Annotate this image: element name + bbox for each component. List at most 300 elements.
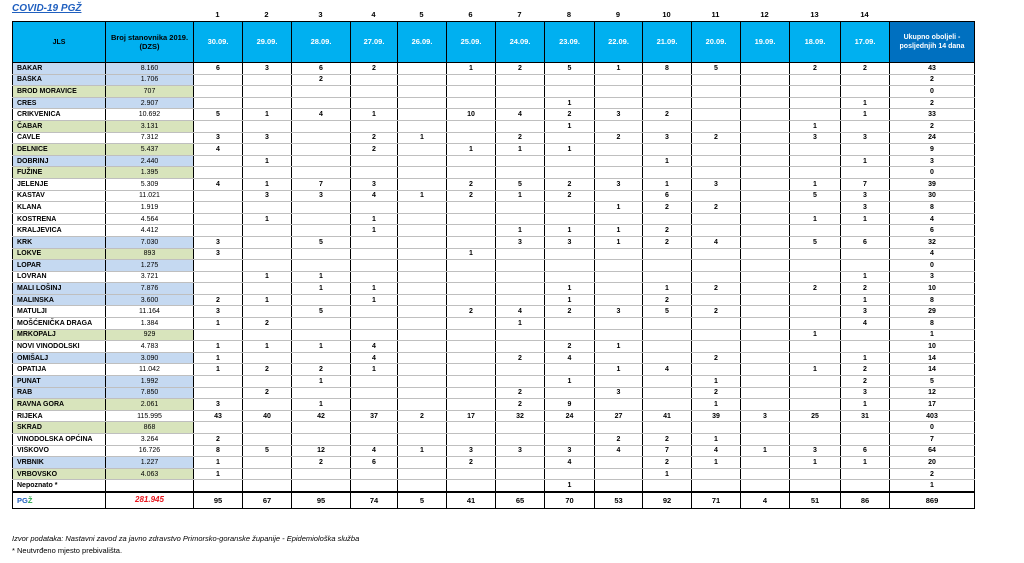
case-count-cell xyxy=(741,120,790,132)
case-count-cell xyxy=(351,86,398,98)
case-count-cell xyxy=(790,86,841,98)
table-row xyxy=(13,144,975,156)
case-count-cell xyxy=(243,352,292,364)
case-count-cell: 1 xyxy=(790,457,841,469)
case-count-cell xyxy=(790,352,841,364)
row-total-cell: 43 xyxy=(890,63,975,75)
case-count-cell: 2 xyxy=(243,387,292,399)
case-count-cell xyxy=(790,225,841,237)
case-count-cell xyxy=(447,283,496,295)
case-count-cell xyxy=(351,480,398,492)
row-total-cell: 0 xyxy=(890,260,975,272)
case-count-cell: 1 xyxy=(545,120,595,132)
case-count-cell: 1 xyxy=(841,294,890,306)
case-count-cell: 3 xyxy=(595,109,643,121)
table-row xyxy=(13,422,975,434)
case-count-cell xyxy=(595,271,643,283)
case-count-cell xyxy=(496,155,545,167)
population-cell: 4.063 xyxy=(106,468,194,480)
row-total-cell: 8 xyxy=(890,202,975,214)
case-count-cell xyxy=(643,120,692,132)
case-count-cell: 5 xyxy=(643,306,692,318)
case-count-cell: 1 xyxy=(595,236,643,248)
case-count-cell: 12 xyxy=(292,445,351,457)
case-count-cell xyxy=(790,399,841,411)
case-count-cell: 3 xyxy=(790,132,841,144)
case-count-cell: 2 xyxy=(692,352,741,364)
case-count-cell: 6 xyxy=(351,457,398,469)
case-count-cell xyxy=(496,434,545,446)
case-count-cell: 2 xyxy=(351,63,398,75)
case-count-cell xyxy=(790,271,841,283)
case-count-cell: 1 xyxy=(243,155,292,167)
municipality-name: NOVI VINODOLSKI xyxy=(13,341,106,353)
row-total-cell: 10 xyxy=(890,341,975,353)
case-count-cell: 3 xyxy=(595,306,643,318)
column-number: 3 xyxy=(318,10,323,19)
case-count-cell: 1 xyxy=(351,109,398,121)
case-count-cell xyxy=(351,329,398,341)
header-date: 26.09. xyxy=(398,22,447,63)
case-count-cell xyxy=(496,213,545,225)
case-count-cell: 2 xyxy=(292,457,351,469)
case-count-cell: 1 xyxy=(496,318,545,330)
case-count-cell: 4 xyxy=(545,352,595,364)
case-count-cell: 1 xyxy=(496,225,545,237)
day-total-cell: 86 xyxy=(841,492,890,509)
case-count-cell xyxy=(545,213,595,225)
header-date: 23.09. xyxy=(545,22,595,63)
case-count-cell: 7 xyxy=(292,178,351,190)
case-count-cell xyxy=(643,399,692,411)
row-total-cell: 2 xyxy=(890,74,975,86)
table-row xyxy=(13,306,975,318)
population-cell: 1.992 xyxy=(106,376,194,388)
case-count-cell: 27 xyxy=(595,410,643,422)
case-count-cell xyxy=(790,422,841,434)
case-count-cell xyxy=(595,457,643,469)
case-count-cell: 4 xyxy=(692,445,741,457)
day-total-cell: 71 xyxy=(692,492,741,509)
case-count-cell xyxy=(545,155,595,167)
case-count-cell xyxy=(790,97,841,109)
population-cell: 1.395 xyxy=(106,167,194,179)
row-total-cell: 12 xyxy=(890,387,975,399)
case-count-cell xyxy=(351,376,398,388)
municipality-name: RAVNA GORA xyxy=(13,399,106,411)
case-count-cell: 4 xyxy=(351,445,398,457)
page-title: COVID-19 PGŽ xyxy=(12,3,82,14)
population-cell: 4.783 xyxy=(106,341,194,353)
case-count-cell xyxy=(292,352,351,364)
row-total-cell: 30 xyxy=(890,190,975,202)
case-count-cell xyxy=(351,468,398,480)
case-count-cell xyxy=(243,120,292,132)
municipality-name: KLANA xyxy=(13,202,106,214)
case-count-cell: 2 xyxy=(496,132,545,144)
case-count-cell xyxy=(292,120,351,132)
case-count-cell xyxy=(496,120,545,132)
case-count-cell xyxy=(545,167,595,179)
case-count-cell: 1 xyxy=(595,364,643,376)
case-count-cell xyxy=(545,318,595,330)
case-count-cell xyxy=(447,155,496,167)
case-count-cell xyxy=(741,260,790,272)
case-count-cell: 1 xyxy=(545,97,595,109)
case-count-cell: 2 xyxy=(790,63,841,75)
population-cell: 929 xyxy=(106,329,194,341)
population-cell: 1.919 xyxy=(106,202,194,214)
case-count-cell xyxy=(447,422,496,434)
case-count-cell: 2 xyxy=(643,457,692,469)
table-row xyxy=(13,63,975,75)
case-count-cell: 2 xyxy=(351,144,398,156)
case-count-cell: 3 xyxy=(194,132,243,144)
header-date: 18.09. xyxy=(790,22,841,63)
case-count-cell: 4 xyxy=(351,190,398,202)
case-count-cell xyxy=(243,399,292,411)
case-count-cell xyxy=(545,132,595,144)
case-count-cell: 1 xyxy=(496,144,545,156)
case-count-cell xyxy=(351,202,398,214)
case-count-cell xyxy=(496,248,545,260)
population-cell: 2.440 xyxy=(106,155,194,167)
case-count-cell: 1 xyxy=(595,63,643,75)
row-total-cell: 0 xyxy=(890,422,975,434)
case-count-cell xyxy=(496,294,545,306)
case-count-cell: 1 xyxy=(692,457,741,469)
row-total-cell: 39 xyxy=(890,178,975,190)
case-count-cell: 2 xyxy=(692,387,741,399)
case-count-cell: 5 xyxy=(790,190,841,202)
case-count-cell: 3 xyxy=(595,178,643,190)
case-count-cell xyxy=(841,144,890,156)
table-row xyxy=(13,283,975,295)
case-count-cell xyxy=(595,167,643,179)
case-count-cell xyxy=(447,132,496,144)
case-count-cell: 2 xyxy=(545,306,595,318)
case-count-cell: 6 xyxy=(292,63,351,75)
case-count-cell: 6 xyxy=(841,445,890,457)
case-count-cell: 1 xyxy=(243,294,292,306)
table-row xyxy=(13,86,975,98)
case-count-cell xyxy=(351,399,398,411)
case-count-cell xyxy=(545,364,595,376)
case-count-cell: 1 xyxy=(447,63,496,75)
case-count-cell: 1 xyxy=(351,364,398,376)
case-count-cell xyxy=(741,213,790,225)
case-count-cell xyxy=(243,457,292,469)
case-count-cell xyxy=(398,144,447,156)
row-total-cell: 14 xyxy=(890,364,975,376)
case-count-cell xyxy=(496,271,545,283)
case-count-cell xyxy=(292,132,351,144)
case-count-cell: 1 xyxy=(447,248,496,260)
table-row xyxy=(13,410,975,422)
case-count-cell: 4 xyxy=(692,236,741,248)
header-date: 25.09. xyxy=(447,22,496,63)
case-count-cell xyxy=(398,260,447,272)
row-total-cell: 1 xyxy=(890,480,975,492)
header-date: 28.09. xyxy=(292,22,351,63)
case-count-cell xyxy=(790,376,841,388)
case-count-cell: 1 xyxy=(351,283,398,295)
municipality-name: SKRAD xyxy=(13,422,106,434)
population-cell: 7.030 xyxy=(106,236,194,248)
row-total-cell: 6 xyxy=(890,225,975,237)
case-count-cell: 4 xyxy=(595,445,643,457)
header-total: Ukupno oboljeli - posljednjih 14 dana xyxy=(890,22,975,63)
case-count-cell: 3 xyxy=(194,236,243,248)
case-count-cell: 1 xyxy=(841,271,890,283)
case-count-cell: 2 xyxy=(841,63,890,75)
case-count-cell xyxy=(496,202,545,214)
case-count-cell xyxy=(790,248,841,260)
case-count-cell: 1 xyxy=(194,457,243,469)
case-count-cell xyxy=(292,155,351,167)
case-count-cell xyxy=(398,248,447,260)
column-number: 8 xyxy=(566,10,572,19)
case-count-cell xyxy=(741,97,790,109)
case-count-cell xyxy=(841,260,890,272)
municipality-name: CRES xyxy=(13,97,106,109)
municipality-name: MRKOPALJ xyxy=(13,329,106,341)
case-count-cell: 3 xyxy=(194,306,243,318)
case-count-cell xyxy=(790,294,841,306)
case-count-cell xyxy=(643,329,692,341)
case-count-cell: 2 xyxy=(643,294,692,306)
case-count-cell xyxy=(398,236,447,248)
case-count-cell xyxy=(790,202,841,214)
case-count-cell xyxy=(595,376,643,388)
case-count-cell xyxy=(292,225,351,237)
case-count-cell xyxy=(351,260,398,272)
case-count-cell: 2 xyxy=(292,364,351,376)
case-count-cell: 2 xyxy=(496,387,545,399)
municipality-name: VRBNIK xyxy=(13,457,106,469)
case-count-cell: 1 xyxy=(545,144,595,156)
case-count-cell: 3 xyxy=(841,190,890,202)
case-count-cell: 1 xyxy=(545,376,595,388)
day-total-cell: 67 xyxy=(243,492,292,509)
day-total-cell: 4 xyxy=(741,492,790,509)
case-count-cell xyxy=(741,387,790,399)
table-row xyxy=(13,97,975,109)
case-count-cell xyxy=(841,329,890,341)
case-count-cell xyxy=(692,190,741,202)
case-count-cell: 2 xyxy=(643,109,692,121)
column-number: 1 xyxy=(215,10,220,19)
case-count-cell xyxy=(243,306,292,318)
population-cell: 3.131 xyxy=(106,120,194,132)
case-count-cell: 1 xyxy=(545,480,595,492)
case-count-cell: 5 xyxy=(194,109,243,121)
case-count-cell xyxy=(194,480,243,492)
case-count-cell xyxy=(595,213,643,225)
case-count-cell: 40 xyxy=(243,410,292,422)
case-count-cell xyxy=(692,225,741,237)
case-count-cell xyxy=(545,329,595,341)
case-count-cell xyxy=(643,213,692,225)
case-count-cell xyxy=(447,86,496,98)
case-count-cell xyxy=(595,155,643,167)
case-count-cell: 1 xyxy=(351,225,398,237)
case-count-cell xyxy=(398,97,447,109)
day-total-cell: 92 xyxy=(643,492,692,509)
case-count-cell: 3 xyxy=(292,190,351,202)
case-count-cell xyxy=(194,74,243,86)
case-count-cell xyxy=(545,434,595,446)
case-count-cell: 2 xyxy=(496,399,545,411)
case-count-cell: 3 xyxy=(243,63,292,75)
case-count-cell xyxy=(741,376,790,388)
table-row xyxy=(13,387,975,399)
case-count-cell xyxy=(790,387,841,399)
case-count-cell xyxy=(643,318,692,330)
municipality-name: BAŠKA xyxy=(13,74,106,86)
row-total-cell: 8 xyxy=(890,294,975,306)
case-count-cell xyxy=(243,144,292,156)
case-count-cell xyxy=(243,422,292,434)
case-count-cell xyxy=(398,202,447,214)
case-count-cell xyxy=(194,167,243,179)
day-total-cell: 51 xyxy=(790,492,841,509)
case-count-cell: 6 xyxy=(841,236,890,248)
case-count-cell xyxy=(496,260,545,272)
column-number: 2 xyxy=(264,10,269,19)
case-count-cell xyxy=(292,248,351,260)
case-count-cell xyxy=(351,74,398,86)
case-count-cell: 1 xyxy=(194,364,243,376)
case-count-cell xyxy=(692,271,741,283)
row-total-cell: 20 xyxy=(890,457,975,469)
case-count-cell xyxy=(545,248,595,260)
case-count-cell xyxy=(496,341,545,353)
row-total-cell: 1 xyxy=(890,329,975,341)
case-count-cell: 1 xyxy=(643,283,692,295)
case-count-cell: 1 xyxy=(790,213,841,225)
case-count-cell: 2 xyxy=(447,306,496,318)
case-count-cell xyxy=(351,248,398,260)
municipality-name: KRALJEVICA xyxy=(13,225,106,237)
case-count-cell xyxy=(292,86,351,98)
case-count-cell xyxy=(398,434,447,446)
case-count-cell xyxy=(447,341,496,353)
municipality-name: RIJEKA xyxy=(13,410,106,422)
municipality-name: FUŽINE xyxy=(13,167,106,179)
case-count-cell xyxy=(243,468,292,480)
municipality-name: OMIŠALJ xyxy=(13,352,106,364)
table-row xyxy=(13,167,975,179)
population-cell: 7.312 xyxy=(106,132,194,144)
case-count-cell xyxy=(292,294,351,306)
case-count-cell: 3 xyxy=(447,445,496,457)
case-count-cell xyxy=(292,213,351,225)
case-count-cell xyxy=(447,434,496,446)
case-count-cell: 5 xyxy=(692,63,741,75)
case-count-cell: 2 xyxy=(243,318,292,330)
case-count-cell xyxy=(545,74,595,86)
case-count-cell xyxy=(194,190,243,202)
case-count-cell xyxy=(243,434,292,446)
municipality-name: RAB xyxy=(13,387,106,399)
case-count-cell xyxy=(194,86,243,98)
case-count-cell: 1 xyxy=(292,271,351,283)
case-count-cell xyxy=(741,468,790,480)
table-row xyxy=(13,260,975,272)
case-count-cell xyxy=(841,480,890,492)
case-count-cell xyxy=(243,236,292,248)
municipality-name: ČABAR xyxy=(13,120,106,132)
table-row xyxy=(13,190,975,202)
case-count-cell: 42 xyxy=(292,410,351,422)
case-count-cell: 1 xyxy=(545,294,595,306)
case-count-cell: 2 xyxy=(398,410,447,422)
case-count-cell xyxy=(447,202,496,214)
case-count-cell: 3 xyxy=(841,387,890,399)
case-count-cell xyxy=(398,86,447,98)
case-count-cell: 4 xyxy=(841,318,890,330)
day-total-cell: 95 xyxy=(292,492,351,509)
case-count-cell: 24 xyxy=(545,410,595,422)
table-row xyxy=(13,480,975,492)
case-count-cell xyxy=(447,213,496,225)
case-count-cell xyxy=(692,329,741,341)
column-number-row xyxy=(12,10,974,19)
case-count-cell xyxy=(447,318,496,330)
row-total-cell: 5 xyxy=(890,376,975,388)
case-count-cell: 2 xyxy=(194,294,243,306)
case-count-cell xyxy=(790,260,841,272)
case-count-cell xyxy=(194,225,243,237)
table-row xyxy=(13,294,975,306)
case-count-cell: 4 xyxy=(496,306,545,318)
case-count-cell: 3 xyxy=(545,445,595,457)
row-total-cell: 17 xyxy=(890,399,975,411)
population-cell: 7.876 xyxy=(106,283,194,295)
case-count-cell xyxy=(398,306,447,318)
case-count-cell: 1 xyxy=(841,399,890,411)
case-count-cell: 1 xyxy=(692,376,741,388)
municipality-name: MALI LOŠINJ xyxy=(13,283,106,295)
case-count-cell xyxy=(194,387,243,399)
case-count-cell xyxy=(398,376,447,388)
case-count-cell xyxy=(292,480,351,492)
case-count-cell: 1 xyxy=(292,376,351,388)
column-number: 5 xyxy=(419,10,424,19)
case-count-cell xyxy=(692,120,741,132)
case-count-cell xyxy=(741,63,790,75)
population-cell: 1.706 xyxy=(106,74,194,86)
header-jls: JLS xyxy=(13,22,106,63)
population-cell: 16.726 xyxy=(106,445,194,457)
table-row xyxy=(13,364,975,376)
table-row xyxy=(13,341,975,353)
case-count-cell xyxy=(741,294,790,306)
case-count-cell xyxy=(447,167,496,179)
municipality-name: ČAVLE xyxy=(13,132,106,144)
case-count-cell: 9 xyxy=(545,399,595,411)
case-count-cell xyxy=(292,202,351,214)
case-count-cell: 3 xyxy=(545,236,595,248)
case-count-cell: 1 xyxy=(643,178,692,190)
case-count-cell: 3 xyxy=(595,387,643,399)
case-count-cell xyxy=(496,167,545,179)
case-count-cell: 1 xyxy=(292,341,351,353)
case-count-cell xyxy=(741,352,790,364)
row-total-cell: 29 xyxy=(890,306,975,318)
population-cell: 1.275 xyxy=(106,260,194,272)
